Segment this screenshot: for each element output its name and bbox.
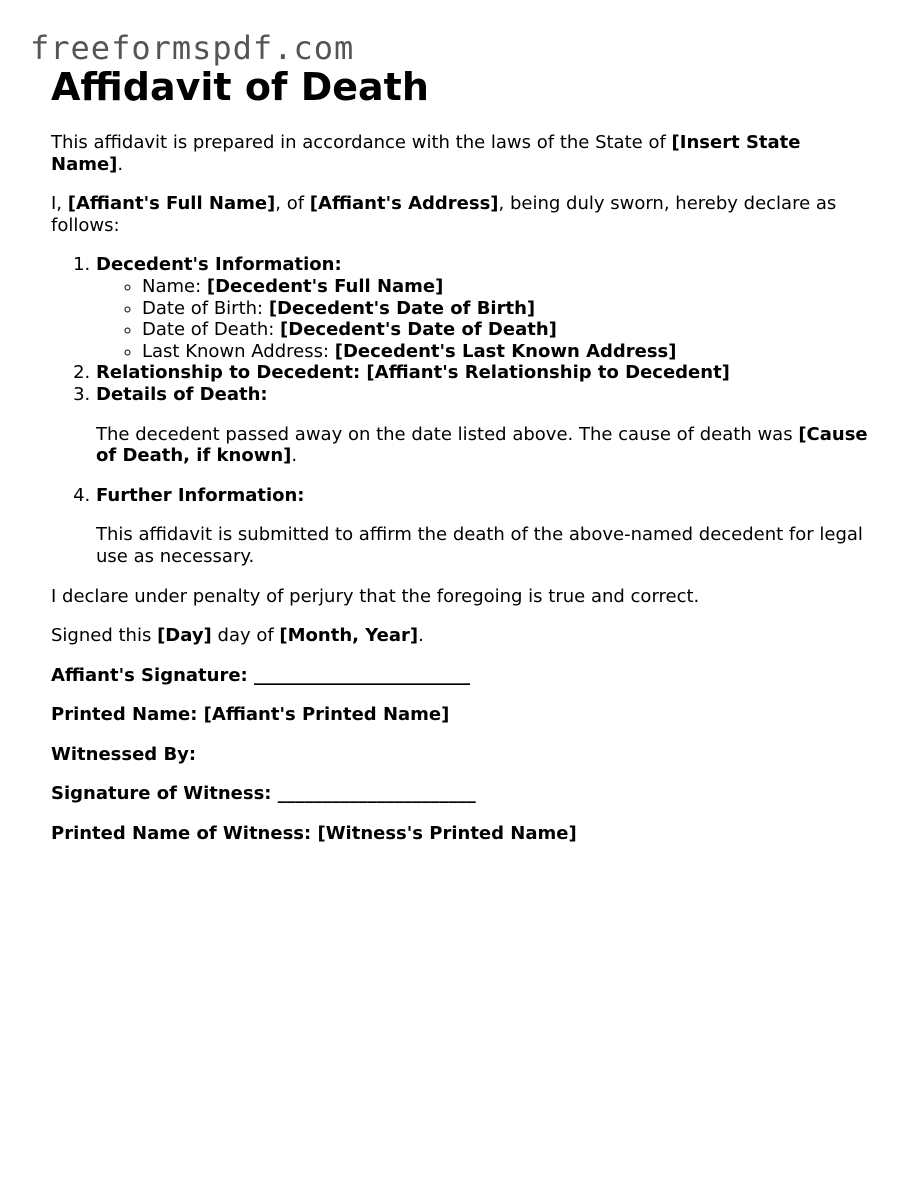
- decedent-dob-item: [142, 298, 871, 320]
- day-placeholder: [Day]: [157, 625, 212, 647]
- field-label: Date of Death:: [142, 319, 281, 341]
- intro-paragraph: [51, 132, 871, 175]
- further-heading: Further Information:: [96, 484, 305, 506]
- field-value: [Decedent's Last Known Address]: [334, 340, 677, 362]
- affiant-printed-name-line: [51, 704, 871, 726]
- declaration-mid: , of: [275, 193, 310, 215]
- document: [51, 64, 871, 863]
- affiant-printed-name-text: Printed Name: [Affiant's Printed Name]: [51, 704, 450, 726]
- state-placeholder: [Insert State Name]: [51, 132, 801, 175]
- list-item-further-info: [96, 485, 871, 568]
- witnessed-by-line: [51, 744, 871, 766]
- list-item-relationship: [96, 362, 871, 384]
- signed-date-line: [51, 625, 871, 647]
- decedent-info-heading: Decedent's Information:: [96, 254, 342, 276]
- details-paragraph: [96, 424, 871, 467]
- decedent-name-item: [142, 276, 871, 298]
- intro-end: .: [117, 153, 124, 175]
- affiant-signature-line: [51, 665, 871, 687]
- page-title: Affidavit of Death: [51, 65, 429, 109]
- decedent-dod-item: [142, 319, 871, 341]
- list-item-details-of-death: [96, 384, 871, 467]
- details-heading: Details of Death:: [96, 383, 268, 405]
- declaration-paragraph: [51, 193, 871, 236]
- field-label: Date of Birth:: [142, 297, 269, 319]
- decedent-address-item: [142, 341, 871, 363]
- signed-mid: day of: [211, 625, 280, 647]
- perjury-statement: I declare under penalty of perjury that the foregoing is true and correct.: [51, 585, 700, 607]
- declaration-list: [51, 254, 871, 567]
- signed-prefix: Signed this: [51, 625, 158, 647]
- affiant-signature-text: Affiant's Signature: ________________________: [51, 664, 471, 686]
- witness-signature-text: Signature of Witness: ______________________: [51, 783, 476, 805]
- signed-end: .: [418, 625, 424, 647]
- details-text: The decedent passed away on the date listed above. The cause of death was: [96, 423, 799, 445]
- witnessed-by-text: Witnessed By:: [51, 743, 197, 765]
- month-year-placeholder: [Month, Year]: [279, 625, 419, 647]
- field-label: Name:: [142, 275, 207, 297]
- decedent-info-list: [96, 276, 871, 362]
- witness-printed-name-text: Printed Name of Witness: [Witness's Printed Name]: [51, 823, 577, 845]
- intro-text: This affidavit is prepared in accordance with the laws of the State of: [51, 132, 672, 153]
- list-item-decedent-info: [96, 254, 871, 362]
- relationship-text: Relationship to Decedent: [Affiant's Relationship to Decedent]: [96, 362, 730, 384]
- affiant-name-placeholder: [Affiant's Full Name]: [67, 193, 276, 215]
- field-label: Last Known Address:: [142, 340, 335, 362]
- cause-placeholder: [Cause of Death, if known]: [96, 423, 868, 467]
- witness-signature-line: [51, 783, 871, 805]
- field-value: [Decedent's Date of Birth]: [268, 297, 536, 319]
- signature-block: [51, 665, 871, 845]
- declaration-prefix: I,: [51, 193, 68, 215]
- further-paragraph: This affidavit is submitted to affirm the death of the above-named decedent for legal use as necessary.: [96, 524, 863, 567]
- witness-printed-name-line: [51, 823, 871, 845]
- details-end: .: [291, 445, 298, 467]
- watermark: freeformspdf.com: [30, 29, 355, 67]
- affiant-address-placeholder: [Affiant's Address]: [309, 193, 499, 215]
- field-value: [Decedent's Date of Death]: [280, 319, 557, 341]
- declaration-suffix: , being duly sworn, hereby declare as follows:: [51, 193, 837, 236]
- field-value: [Decedent's Full Name]: [206, 275, 444, 297]
